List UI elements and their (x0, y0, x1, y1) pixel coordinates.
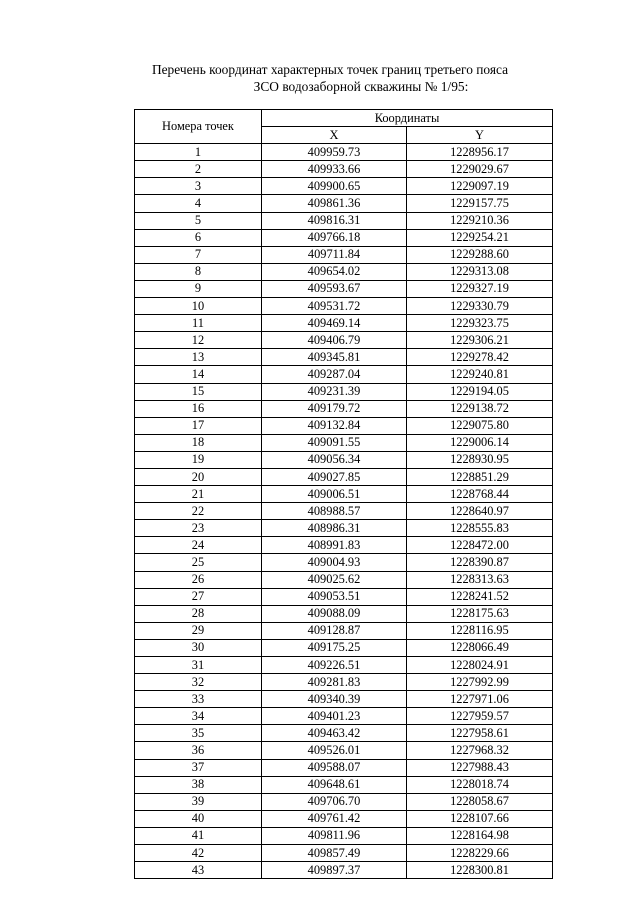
point-number-cell: 34 (135, 708, 262, 725)
point-number-cell: 36 (135, 742, 262, 759)
y-coordinate-cell: 1229138.72 (407, 400, 553, 417)
point-number-cell: 29 (135, 622, 262, 639)
y-coordinate-cell: 1229240.81 (407, 366, 553, 383)
table-row (135, 332, 553, 349)
x-coordinate-cell: 408991.83 (262, 537, 407, 554)
x-coordinate-cell: 409711.84 (262, 246, 407, 263)
point-number-cell: 14 (135, 366, 262, 383)
y-coordinate-cell: 1229210.36 (407, 212, 553, 229)
x-coordinate-cell: 409588.07 (262, 759, 407, 776)
point-number-cell: 31 (135, 657, 262, 674)
table-row (135, 708, 553, 725)
document-title (120, 62, 560, 95)
y-coordinate-cell: 1228024.91 (407, 657, 553, 674)
x-coordinate-cell: 409004.93 (262, 554, 407, 571)
table-row (135, 229, 553, 246)
x-coordinate-cell: 409088.09 (262, 605, 407, 622)
table-row (135, 178, 553, 195)
y-coordinate-cell: 1228851.29 (407, 468, 553, 485)
y-coordinate-cell: 1228229.66 (407, 845, 553, 862)
x-coordinate-cell: 409933.66 (262, 161, 407, 178)
point-number-cell: 8 (135, 263, 262, 280)
y-coordinate-cell: 1228058.67 (407, 793, 553, 810)
point-number-cell: 5 (135, 212, 262, 229)
point-number-cell: 13 (135, 349, 262, 366)
x-coordinate-cell: 409006.51 (262, 486, 407, 503)
table-row (135, 400, 553, 417)
point-number-cell: 33 (135, 691, 262, 708)
y-coordinate-cell: 1229288.60 (407, 246, 553, 263)
header-y: Y (407, 127, 553, 144)
table-row (135, 315, 553, 332)
x-coordinate-cell: 409959.73 (262, 144, 407, 161)
table-row (135, 810, 553, 827)
y-coordinate-cell: 1227959.57 (407, 708, 553, 725)
y-coordinate-cell: 1228066.49 (407, 639, 553, 656)
x-coordinate-cell: 409345.81 (262, 349, 407, 366)
header-x: X (262, 127, 407, 144)
y-coordinate-cell: 1227992.99 (407, 674, 553, 691)
table-row (135, 144, 553, 161)
x-coordinate-cell: 409897.37 (262, 862, 407, 879)
y-coordinate-cell: 1229006.14 (407, 434, 553, 451)
point-number-cell: 37 (135, 759, 262, 776)
table-row (135, 349, 553, 366)
x-coordinate-cell: 409766.18 (262, 229, 407, 246)
table-row (135, 657, 553, 674)
table-row (135, 298, 553, 315)
x-coordinate-cell: 409179.72 (262, 400, 407, 417)
point-number-cell: 11 (135, 315, 262, 332)
x-coordinate-cell: 409900.65 (262, 178, 407, 195)
y-coordinate-cell: 1227968.32 (407, 742, 553, 759)
x-coordinate-cell: 409128.87 (262, 622, 407, 639)
y-coordinate-cell: 1228018.74 (407, 776, 553, 793)
point-number-cell: 1 (135, 144, 262, 161)
y-coordinate-cell: 1227971.06 (407, 691, 553, 708)
table-row (135, 554, 553, 571)
y-coordinate-cell: 1229194.05 (407, 383, 553, 400)
x-coordinate-cell: 409593.67 (262, 280, 407, 297)
y-coordinate-cell: 1229278.42 (407, 349, 553, 366)
x-coordinate-cell: 409231.39 (262, 383, 407, 400)
y-coordinate-cell: 1229323.75 (407, 315, 553, 332)
x-coordinate-cell: 409025.62 (262, 571, 407, 588)
coordinates-table (134, 109, 553, 879)
x-coordinate-cell: 409648.61 (262, 776, 407, 793)
x-coordinate-cell: 409401.23 (262, 708, 407, 725)
table-row (135, 605, 553, 622)
x-coordinate-cell: 409406.79 (262, 332, 407, 349)
y-coordinate-cell: 1229313.08 (407, 263, 553, 280)
table-row (135, 759, 553, 776)
table-row (135, 486, 553, 503)
y-coordinate-cell: 1229157.75 (407, 195, 553, 212)
point-number-cell: 21 (135, 486, 262, 503)
table-row (135, 742, 553, 759)
x-coordinate-cell: 409654.02 (262, 263, 407, 280)
y-coordinate-cell: 1228390.87 (407, 554, 553, 571)
x-coordinate-cell: 409469.14 (262, 315, 407, 332)
point-number-cell: 26 (135, 571, 262, 588)
table-row (135, 622, 553, 639)
y-coordinate-cell: 1228472.00 (407, 537, 553, 554)
x-coordinate-cell: 409132.84 (262, 417, 407, 434)
table-row (135, 674, 553, 691)
table-row (135, 161, 553, 178)
table-row (135, 588, 553, 605)
y-coordinate-cell: 1228116.95 (407, 622, 553, 639)
table-row (135, 639, 553, 656)
point-number-cell: 17 (135, 417, 262, 434)
point-number-cell: 27 (135, 588, 262, 605)
y-coordinate-cell: 1228300.81 (407, 862, 553, 879)
y-coordinate-cell: 1229029.67 (407, 161, 553, 178)
point-number-cell: 6 (135, 229, 262, 246)
y-coordinate-cell: 1229097.19 (407, 178, 553, 195)
y-coordinate-cell: 1228175.63 (407, 605, 553, 622)
point-number-cell: 10 (135, 298, 262, 315)
x-coordinate-cell: 409811.96 (262, 827, 407, 844)
x-coordinate-cell: 409526.01 (262, 742, 407, 759)
point-number-cell: 4 (135, 195, 262, 212)
table-row (135, 862, 553, 879)
x-coordinate-cell: 409287.04 (262, 366, 407, 383)
x-coordinate-cell: 409340.39 (262, 691, 407, 708)
table-row (135, 366, 553, 383)
point-number-cell: 22 (135, 503, 262, 520)
point-number-cell: 40 (135, 810, 262, 827)
point-number-cell: 9 (135, 280, 262, 297)
point-number-cell: 42 (135, 845, 262, 862)
table-row (135, 468, 553, 485)
point-number-cell: 23 (135, 520, 262, 537)
y-coordinate-cell: 1229327.19 (407, 280, 553, 297)
table-row (135, 195, 553, 212)
table-row (135, 503, 553, 520)
y-coordinate-cell: 1228241.52 (407, 588, 553, 605)
x-coordinate-cell: 409053.51 (262, 588, 407, 605)
point-number-cell: 7 (135, 246, 262, 263)
table-row (135, 263, 553, 280)
y-coordinate-cell: 1229075.80 (407, 417, 553, 434)
y-coordinate-cell: 1227988.43 (407, 759, 553, 776)
x-coordinate-cell: 408986.31 (262, 520, 407, 537)
point-number-cell: 25 (135, 554, 262, 571)
point-number-cell: 20 (135, 468, 262, 485)
y-coordinate-cell: 1228313.63 (407, 571, 553, 588)
point-number-cell: 43 (135, 862, 262, 879)
point-number-cell: 2 (135, 161, 262, 178)
x-coordinate-cell: 409281.83 (262, 674, 407, 691)
table-row (135, 451, 553, 468)
point-number-cell: 3 (135, 178, 262, 195)
table-row (135, 383, 553, 400)
point-number-cell: 35 (135, 725, 262, 742)
x-coordinate-cell: 408988.57 (262, 503, 407, 520)
x-coordinate-cell: 409761.42 (262, 810, 407, 827)
point-number-cell: 15 (135, 383, 262, 400)
table-row (135, 571, 553, 588)
point-number-cell: 18 (135, 434, 262, 451)
table-header (135, 110, 553, 144)
x-coordinate-cell: 409816.31 (262, 212, 407, 229)
point-number-cell: 12 (135, 332, 262, 349)
table-row (135, 691, 553, 708)
x-coordinate-cell: 409861.36 (262, 195, 407, 212)
y-coordinate-cell: 1229254.21 (407, 229, 553, 246)
header-coordinates: Координаты (262, 110, 553, 127)
table-row (135, 845, 553, 862)
document-title-line2: ЗСО водозаборной скважины № 1/95: (253, 78, 469, 94)
point-number-cell: 19 (135, 451, 262, 468)
x-coordinate-cell: 409463.42 (262, 725, 407, 742)
y-coordinate-cell: 1228956.17 (407, 144, 553, 161)
point-number-cell: 41 (135, 827, 262, 844)
table-row (135, 776, 553, 793)
y-coordinate-cell: 1228164.98 (407, 827, 553, 844)
x-coordinate-cell: 409226.51 (262, 657, 407, 674)
y-coordinate-cell: 1227958.61 (407, 725, 553, 742)
x-coordinate-cell: 409531.72 (262, 298, 407, 315)
y-coordinate-cell: 1228768.44 (407, 486, 553, 503)
point-number-cell: 28 (135, 605, 262, 622)
table-row (135, 246, 553, 263)
point-number-cell: 32 (135, 674, 262, 691)
point-number-cell: 16 (135, 400, 262, 417)
point-number-cell: 39 (135, 793, 262, 810)
point-number-cell: 38 (135, 776, 262, 793)
table-row (135, 520, 553, 537)
y-coordinate-cell: 1228930.95 (407, 451, 553, 468)
table-row (135, 793, 553, 810)
y-coordinate-cell: 1229306.21 (407, 332, 553, 349)
table-body (135, 144, 553, 879)
point-number-cell: 30 (135, 639, 262, 656)
x-coordinate-cell: 409175.25 (262, 639, 407, 656)
x-coordinate-cell: 409091.55 (262, 434, 407, 451)
x-coordinate-cell: 409027.85 (262, 468, 407, 485)
y-coordinate-cell: 1228555.83 (407, 520, 553, 537)
point-number-cell: 24 (135, 537, 262, 554)
x-coordinate-cell: 409056.34 (262, 451, 407, 468)
document-title-line1: Перечень координат характерных точек границ третьего пояса (151, 62, 509, 77)
x-coordinate-cell: 409706.70 (262, 793, 407, 810)
table-row (135, 537, 553, 554)
table-row (135, 280, 553, 297)
y-coordinate-cell: 1228640.97 (407, 503, 553, 520)
table-row (135, 827, 553, 844)
table-row (135, 417, 553, 434)
table-row (135, 212, 553, 229)
table-row (135, 725, 553, 742)
header-point-numbers: Номера точек (135, 110, 262, 144)
x-coordinate-cell: 409857.49 (262, 845, 407, 862)
y-coordinate-cell: 1228107.66 (407, 810, 553, 827)
y-coordinate-cell: 1229330.79 (407, 298, 553, 315)
table-row (135, 434, 553, 451)
